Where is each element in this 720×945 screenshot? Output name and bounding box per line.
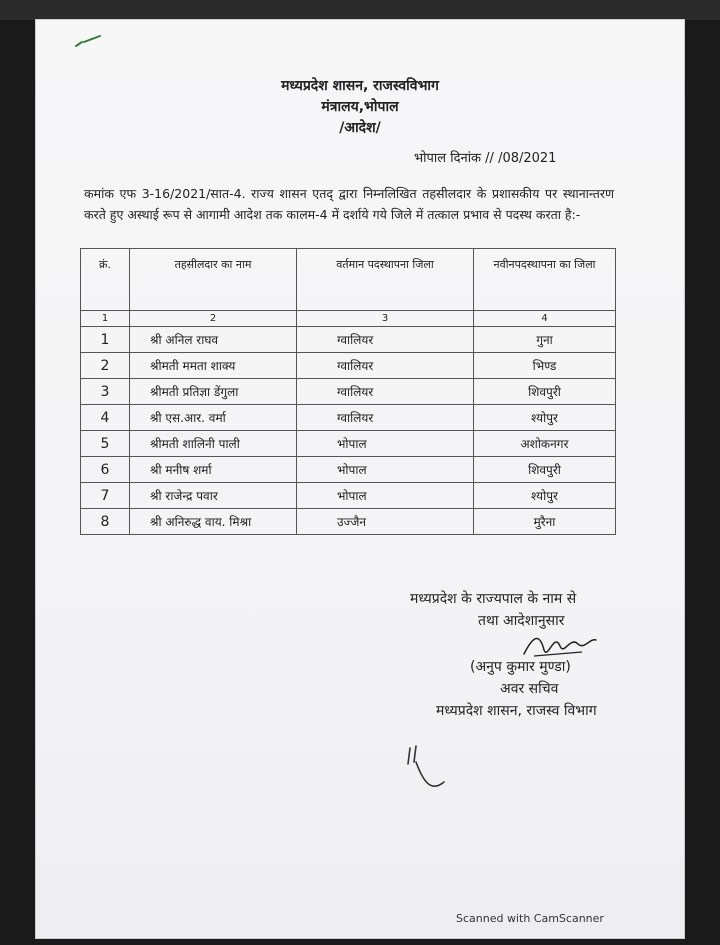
header-line-2: मंत्रालय,भोपाल — [321, 99, 399, 115]
cell-new: शिवपुरी — [474, 379, 616, 405]
top-shadow — [0, 0, 720, 20]
pen-tick-mark — [74, 34, 104, 48]
table-row — [81, 379, 616, 405]
table-row — [81, 509, 616, 535]
order-paragraph: कमांक एफ 3-16/2021/सात-4. राज्य शासन एतद् द्वारा निम्नलिखित तहसीलदार के प्रशासकीय पर स्थानान्तरण करते हुए अस्थाई रूप से आगामी आदेश तक कालम-4 में दर्शाये गये जिले में तत्काल प्रभाव से पदस्थ करता है:- — [84, 186, 614, 222]
table-row — [81, 483, 616, 509]
header-current: वर्तमान पदस्थापना जिला — [297, 249, 474, 311]
cell-current: ग्वालियर — [297, 353, 474, 379]
signatory-department: मध्यप्रदेश शासन, राजस्व विभाग — [436, 703, 597, 719]
cell-sn: 6 — [81, 457, 130, 483]
cell-new: भिण्ड — [474, 353, 616, 379]
cell-name: श्रीमती प्रतिज्ञा डेंगुला — [130, 379, 297, 405]
column-number-row — [81, 311, 616, 327]
cell-name: श्री अनिरुद्ध वाय. मिश्रा — [130, 509, 297, 535]
cell-current: उज्जैन — [297, 509, 474, 535]
cell-sn: 3 — [81, 379, 130, 405]
header-sn: क्रं. — [81, 249, 130, 311]
cell-name: श्री अनिल राघव — [130, 327, 297, 353]
header-new: नवीनपदस्थापना का जिला — [474, 249, 616, 311]
col-number: 2 — [130, 311, 297, 327]
table-header-row — [81, 249, 616, 311]
table-row — [81, 327, 616, 353]
header-line-1: मध्यप्रदेश शासन, राजस्वविभाग — [281, 78, 439, 94]
cell-current: भोपाल — [297, 483, 474, 509]
col-number: 4 — [474, 311, 616, 327]
col-number: 1 — [81, 311, 130, 327]
cell-new: श्योपुर — [474, 483, 616, 509]
cell-sn: 2 — [81, 353, 130, 379]
scanner-footer: Scanned with CamScanner — [456, 912, 604, 925]
handwritten-initials — [404, 742, 448, 796]
table-row — [81, 353, 616, 379]
table-row — [81, 457, 616, 483]
cell-sn: 1 — [81, 327, 130, 353]
cell-current: भोपाल — [297, 457, 474, 483]
cell-sn: 7 — [81, 483, 130, 509]
signature-line-1: मध्यप्रदेश के राज्यपाल के नाम से — [410, 591, 577, 607]
signatory-name: (अनुप कुमार मुण्डा) — [470, 659, 571, 675]
document-header — [0, 76, 720, 139]
cell-name: श्री राजेन्द्र पवार — [130, 483, 297, 509]
header-name: तहसीलदार का नाम — [130, 249, 297, 311]
signatory-designation: अवर सचिव — [500, 681, 559, 697]
cell-sn: 5 — [81, 431, 130, 457]
table-row — [81, 431, 616, 457]
cell-name: श्री मनीष शर्मा — [130, 457, 297, 483]
cell-sn: 8 — [81, 509, 130, 535]
cell-current: ग्वालियर — [297, 327, 474, 353]
cell-new: श्योपुर — [474, 405, 616, 431]
cell-new: मुरैना — [474, 509, 616, 535]
table-row — [81, 405, 616, 431]
cell-current: ग्वालियर — [297, 405, 474, 431]
cell-name: श्रीमती ममता शाक्य — [130, 353, 297, 379]
cell-sn: 4 — [81, 405, 130, 431]
cell-name: श्री एस.आर. वर्मा — [130, 405, 297, 431]
cell-new: अशोकनगर — [474, 431, 616, 457]
cell-name: श्रीमती शालिनी पाली — [130, 431, 297, 457]
order-date: भोपाल दिनांक // /08/2021 — [414, 151, 557, 166]
cell-current: ग्वालियर — [297, 379, 474, 405]
cell-current: भोपाल — [297, 431, 474, 457]
cell-new: गुना — [474, 327, 616, 353]
cell-new: शिवपुरी — [474, 457, 616, 483]
signature-line-2: तथा आदेशानुसार — [478, 613, 565, 629]
transfer-table — [80, 248, 616, 535]
col-number: 3 — [297, 311, 474, 327]
header-line-3: /आदेश/ — [339, 120, 381, 136]
